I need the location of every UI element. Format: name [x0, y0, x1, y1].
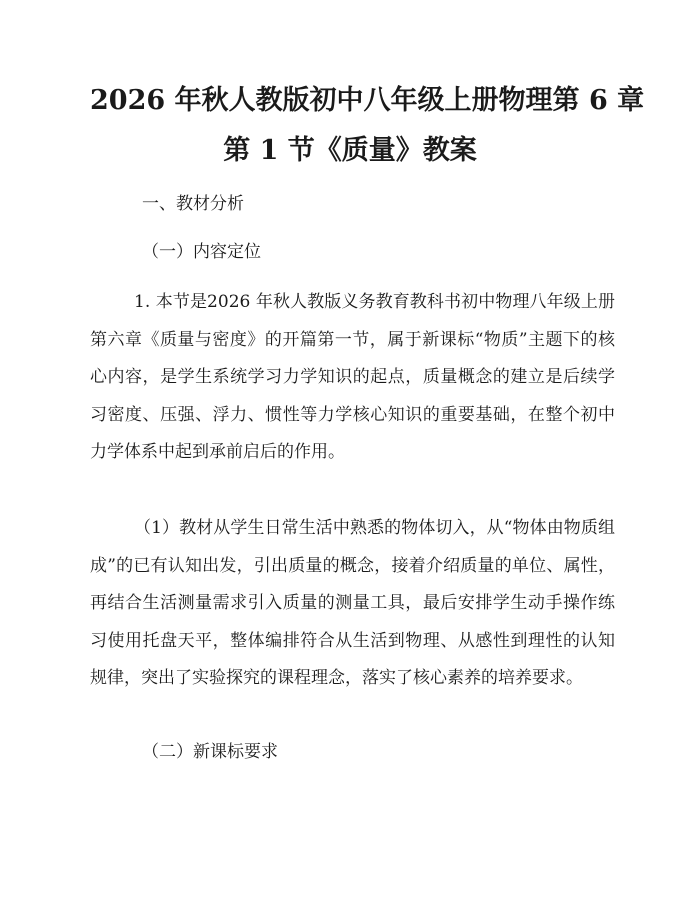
paragraph-textbook-arrangement: （1）教材从学生日常生活中熟悉的物体切入，从“物体由物质组成”的已有认知出发，引出质量的概念，接着介绍质量的单位、属性，再结合生活测量需求引入质量的测量工具，最后安排学生动手操作练习使用托盘天平，整体编排符合从生活到物理、从感性到理性的认知规律，突出了实验探究的课程理念，落实了核心素养的培养要求。 — [90, 518, 615, 688]
document-title-line-2: 第 1 节《质量》教案 — [223, 135, 477, 166]
paragraph-content-positioning: 1. 本节是2026 年秋人教版义务教育教科书初中物理八年级上册第六章《质量与密度》的开篇第一节，属于新课标“物质”主题下的核心内容，是学生系统学习力学知识的起点，质量概念的建立是后续学习密度、压强、浮力、惯性等力学核心知识的重要基础，在整个初中力学体系中起到承前启后的作用。 — [90, 292, 615, 462]
subsection-heading-content-positioning: （一）内容定位 — [142, 242, 261, 262]
subsection-heading-curriculum-standards: （二）新课标要求 — [142, 742, 278, 762]
section-heading-textbook-analysis: 一、教材分析 — [142, 194, 244, 214]
document-title-line-1: 2026 年秋人教版初中八年级上册物理第 6 章 — [90, 85, 645, 116]
